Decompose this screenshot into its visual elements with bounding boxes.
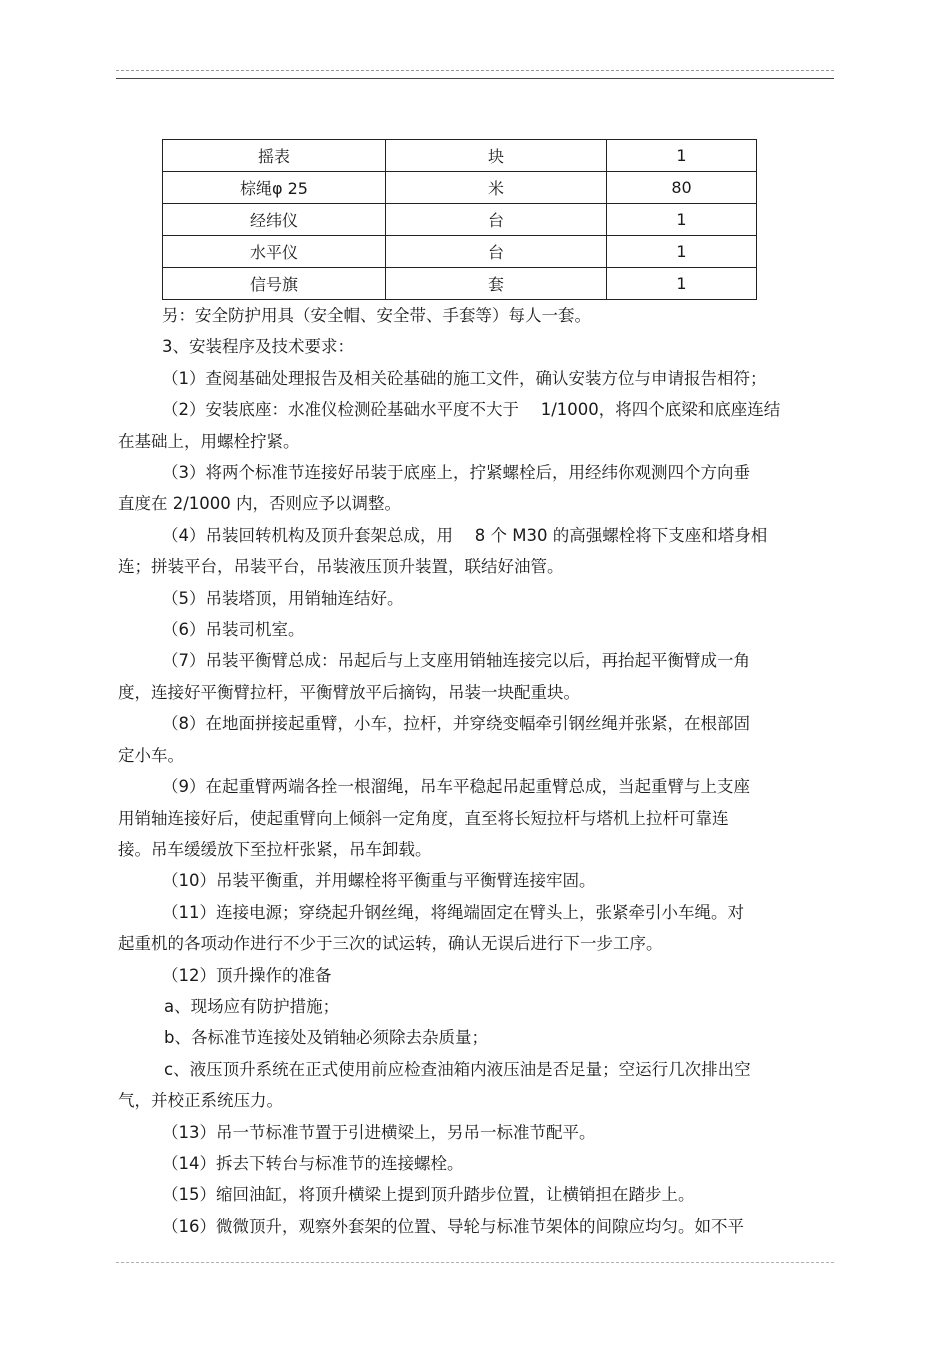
text-line: 定小车。 (118, 745, 184, 765)
text-line: 直度在 2/1000 内，否则应予以调整。 (118, 494, 402, 514)
footer-dashed-rule (116, 1262, 834, 1263)
table-row (163, 172, 757, 204)
text-line: （15）缩回油缸，将顶升横梁上提到顶升踏步位置，让横销担在踏步上。 (162, 1185, 695, 1205)
text-line: 起重机的各项动作进行不少于三次的试运转，确认无误后进行下一步工序。 (118, 934, 663, 954)
text-line: （5）吊装塔顶，用销轴连结好。 (162, 588, 404, 608)
table-cell-qty: 1 (607, 204, 757, 236)
table-row (163, 268, 757, 300)
text-line: 在基础上，用螺栓拧紧。 (118, 431, 300, 451)
text-line: 另：安全防护用具（安全帽、安全带、手套等）每人一套。 (162, 306, 591, 325)
text-line: c、液压顶升系统在正式使用前应检查油箱内液压油是否足量；空运行几次排出空 (164, 1059, 751, 1079)
text-line: （7）吊装平衡臂总成：吊起后与上支座用销轴连接完以后，再抬起平衡臂成一角 (162, 651, 750, 671)
table-cell-qty: 1 (607, 236, 757, 268)
equipment-table (162, 139, 757, 300)
table-cell-qty: 1 (607, 140, 757, 172)
text-line: （6）吊装司机室。 (162, 620, 305, 640)
text-line: （13）吊一节标准节置于引进横梁上，另吊一标准节配平。 (162, 1122, 596, 1142)
text-line: 用销轴连接好后，使起重臂向上倾斜一定角度，直至将长短拉杆与塔机上拉杆可靠连 (118, 808, 729, 828)
table-cell-unit: 台 (386, 236, 607, 268)
table-cell-unit: 套 (386, 268, 607, 300)
text-line: （8）在地面拼接起重臂，小车，拉杆，并穿绕变幅牵引钢丝绳并张紧，在根部固 (162, 714, 750, 734)
table-cell-name: 信号旗 (163, 268, 386, 300)
text-line: b、各标准节连接处及销轴必须除去杂质量； (164, 1028, 488, 1048)
text-line: （2）安装底座：水准仪检测砼基础水平度不大于 1/1000，将四个底梁和底座连结 (162, 400, 781, 420)
table-cell-unit: 台 (386, 204, 607, 236)
table-cell-unit: 块 (386, 140, 607, 172)
table-row (163, 204, 757, 236)
table-cell-name: 摇表 (163, 140, 386, 172)
table-cell-qty: 80 (607, 172, 757, 204)
text-line: （16）微微顶升，观察外套架的位置、导轮与标准节架体的间隙应均匀。如不平 (162, 1216, 744, 1236)
text-line: 连；拼装平台，吊装平台，吊装液压顶升装置，联结好油管。 (118, 557, 564, 577)
text-line: （4）吊装回转机构及顶升套架总成，用 8 个 M30 的高强螺栓将下支座和塔身相 (162, 525, 768, 545)
header-dashed-rule (116, 70, 834, 71)
text-line: 接。吊车缓缓放下至拉杆张紧，吊车卸载。 (118, 839, 432, 859)
table-cell-name: 水平仪 (163, 236, 386, 268)
header-rule (116, 78, 834, 79)
text-line: 度，连接好平衡臂拉杆，平衡臂放平后摘钩，吊装一块配重块。 (118, 682, 580, 702)
table-cell-unit: 米 (386, 172, 607, 204)
text-line: （1）查阅基础处理报告及相关砼基础的施工文件，确认安装方位与申请报告相符； (162, 368, 767, 388)
body-text (118, 300, 830, 1242)
text-line: 3、安装程序及技术要求： (162, 337, 354, 357)
text-line: （12）顶升操作的准备 (162, 965, 332, 985)
text-line: （11）连接电源；穿绕起升钢丝绳，将绳端固定在臂头上，张紧牵引小车绳。对 (162, 902, 744, 922)
text-line: （9）在起重臂两端各拴一根溜绳，吊车平稳起吊起重臂总成，当起重臂与上支座 (162, 777, 750, 797)
text-line: 气，并校正系统压力。 (118, 1091, 283, 1111)
text-line: （10）吊装平衡重，并用螺栓将平衡重与平衡臂连接牢固。 (162, 871, 596, 891)
text-line: （14）拆去下转台与标准节的连接螺栓。 (162, 1153, 464, 1173)
table-cell-qty: 1 (607, 268, 757, 300)
table-cell-name: 经纬仪 (163, 204, 386, 236)
table-row (163, 140, 757, 172)
text-line: （3）将两个标准节连接好吊装于底座上，拧紧螺栓后，用经纬你观测四个方向垂 (162, 463, 750, 483)
table-cell-name: 棕绳φ 25 (163, 172, 386, 204)
text-line: a、现场应有防护措施； (164, 996, 340, 1016)
table-row (163, 236, 757, 268)
